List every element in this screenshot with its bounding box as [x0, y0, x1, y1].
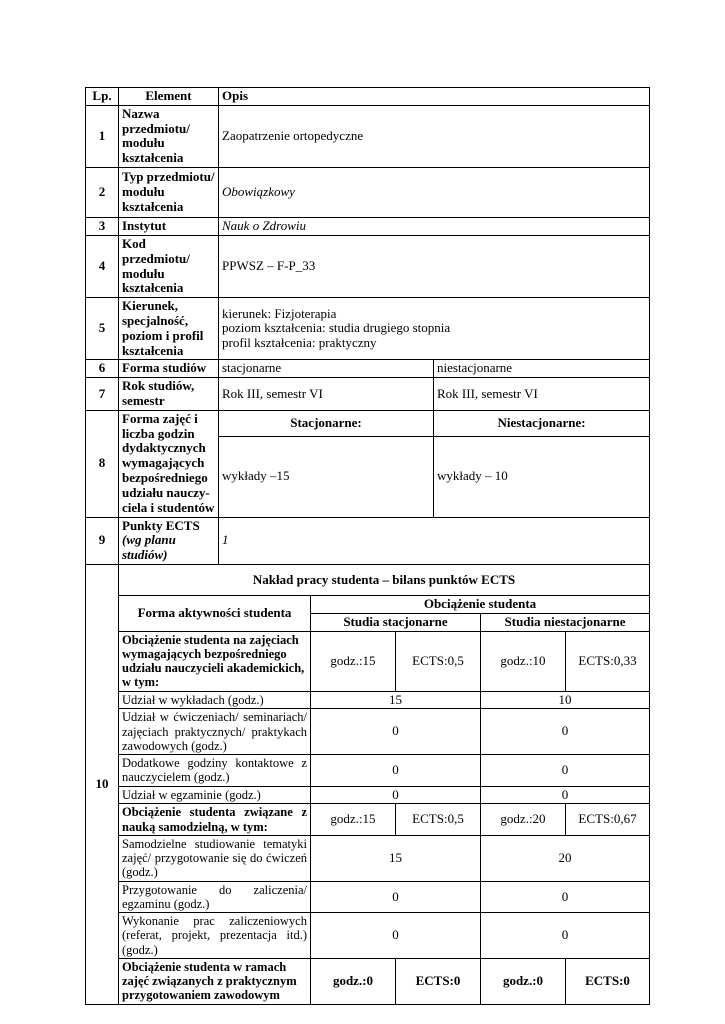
workload-row-4 [86, 786, 650, 804]
workload-row-0-hours-full: godz.:15 [311, 631, 396, 691]
row-10-number: 10 [86, 564, 119, 1004]
row-4 [86, 235, 650, 297]
row-7-label: Rok studiów, semestr [119, 378, 219, 411]
row-1 [86, 105, 650, 167]
workload-row-1-label: Udział w wykładach (godz.) [119, 691, 311, 709]
workload-header-row-1 [86, 595, 650, 613]
row-6-part-time: niestacjonarne [434, 360, 650, 378]
row-2-number: 2 [86, 168, 119, 218]
row-8-label: Forma zajęć i liczba godzin dydaktycznych wymagających bezpośredniego udziału nauczy-ciela i studentów [119, 410, 219, 517]
workload-row-7-label: Przygotowanie do zaliczenia/ egzaminu (godz.) [119, 881, 311, 913]
row-1-label: Nazwa przedmiotu/ modułu kształcenia [119, 105, 219, 167]
row-3-value: Nauk o Zdrowiu [219, 218, 650, 236]
workload-row-5-label: Obciążenie studenta związane z nauką samodzielną, w tym: [119, 804, 311, 836]
workload-row-3-label: Dodatkowe godziny kontaktowe z nauczycielem (godz.) [119, 755, 311, 787]
workload-row-8 [86, 913, 650, 959]
workload-row-5-hours-full: godz.:15 [311, 804, 396, 836]
workload-row-9 [86, 958, 650, 1004]
workload-row-7-full: 0 [311, 881, 481, 913]
row-4-value: PPWSZ – F-P_33 [219, 235, 650, 297]
row-6-label: Forma studiów [119, 360, 219, 378]
workload-row-1-part: 10 [481, 691, 650, 709]
workload-row-9-hours-part: godz.:0 [481, 958, 566, 1004]
workload-row-0-hours-part: godz.:10 [481, 631, 566, 691]
workload-row-7-part: 0 [481, 881, 650, 913]
row-5 [86, 298, 650, 360]
header-row [86, 88, 650, 106]
row-9-label [119, 517, 219, 564]
workload-row-5 [86, 804, 650, 836]
workload-row-5-ects-part: ECTS:0,67 [566, 804, 650, 836]
workload-row-7 [86, 881, 650, 913]
workload-row-2-part: 0 [481, 709, 650, 755]
workload-row-5-ects-full: ECTS:0,5 [396, 804, 481, 836]
workload-row-0-ects-part: ECTS:0,33 [566, 631, 650, 691]
workload-row-5-hours-part: godz.:20 [481, 804, 566, 836]
row-5-line-2: poziom kształcenia: studia drugiego stopnia [222, 320, 451, 336]
workload-row-3-part: 0 [481, 755, 650, 787]
row-3-number: 3 [86, 218, 119, 236]
syllabus-table [85, 87, 650, 1005]
workload-row-8-label: Wykonanie prac zaliczeniowych (referat, projekt, prezentacja itd.) (godz.) [119, 913, 311, 959]
workload-row-0 [86, 631, 650, 691]
row-5-line-1: kierunek: Fizjoterapia [222, 305, 337, 321]
workload-row-2-full: 0 [311, 709, 481, 755]
workload-row-1 [86, 691, 650, 709]
row-7-number: 7 [86, 378, 119, 411]
workload-row-4-label: Udział w egzaminie (godz.) [119, 786, 311, 804]
workload-row-9-ects-part: ECTS:0 [566, 958, 650, 1004]
workload-row-0-ects-full: ECTS:0,5 [396, 631, 481, 691]
workload-title: Nakład pracy studenta – bilans punktów ECTS [119, 564, 650, 595]
row-3-label: Instytut [119, 218, 219, 236]
header-lp: Lp. [86, 88, 119, 106]
workload-row-4-full: 0 [311, 786, 481, 804]
row-8-part-time-value: wykłady – 10 [434, 436, 650, 517]
row-9 [86, 517, 650, 564]
row-5-line-3: profil kształcenia: praktyczny [222, 335, 377, 351]
row-9-value: 1 [219, 517, 650, 564]
workload-col-load: Obciążenie studenta [311, 595, 650, 613]
workload-row-9-label: Obciążenie studenta w ramach zajęć związanych z praktycznym przygotowaniem zawodowym [119, 958, 311, 1004]
workload-row-3-full: 0 [311, 755, 481, 787]
row-1-number: 1 [86, 105, 119, 167]
workload-row-8-full: 0 [311, 913, 481, 959]
row-9-label-sub: (wg planu studiów) [122, 532, 176, 563]
workload-row-1-full: 15 [311, 691, 481, 709]
row-5-value [219, 298, 650, 360]
workload-row-9-ects-full: ECTS:0 [396, 958, 481, 1004]
row-2-value: Obowiązkowy [219, 168, 650, 218]
workload-row-0-label: Obciążenie studenta na zajęciach wymagających bezpośredniego udziału nauczycieli akademickich, w tym: [119, 631, 311, 691]
row-5-number: 5 [86, 298, 119, 360]
row-9-number: 9 [86, 517, 119, 564]
header-element: Element [119, 88, 219, 106]
row-8 [86, 410, 650, 436]
row-8-full-time-value: wykłady –15 [219, 436, 434, 517]
row-5-label: Kierunek, specjalność, poziom i profil kształcenia [119, 298, 219, 360]
row-7 [86, 378, 650, 411]
row-6 [86, 360, 650, 378]
row-1-value: Zaopatrzenie ortopedyczne [219, 105, 650, 167]
workload-row-9-hours-full: godz.:0 [311, 958, 396, 1004]
workload-row-2 [86, 709, 650, 755]
header-opis: Opis [219, 88, 650, 106]
row-2 [86, 168, 650, 218]
row-3 [86, 218, 650, 236]
row-7-full-time: Rok III, semestr VI [219, 378, 434, 411]
row-8-number: 8 [86, 410, 119, 517]
workload-row-6-full: 15 [311, 835, 481, 881]
workload-row-8-part: 0 [481, 913, 650, 959]
workload-row-6-part: 20 [481, 835, 650, 881]
row-9-label-main: Punkty ECTS [122, 517, 200, 533]
row-4-number: 4 [86, 235, 119, 297]
row-8-full-time-header: Stacjonarne: [219, 410, 434, 436]
workload-col-part-time: Studia niestacjonarne [481, 613, 650, 631]
row-4-label: Kod przedmiotu/ modułu kształcenia [119, 235, 219, 297]
row-6-full-time: stacjonarne [219, 360, 434, 378]
row-6-number: 6 [86, 360, 119, 378]
workload-row-3 [86, 755, 650, 787]
workload-row-6 [86, 835, 650, 881]
workload-row-4-part: 0 [481, 786, 650, 804]
row-2-label: Typ przedmiotu/ modułu kształcenia [119, 168, 219, 218]
workload-col-full-time: Studia stacjonarne [311, 613, 481, 631]
workload-row-2-label: Udział w ćwiczeniach/ seminariach/ zajęciach praktycznych/ praktykach zawodowych (godz.) [119, 709, 311, 755]
row-8-part-time-header: Niestacjonarne: [434, 410, 650, 436]
workload-col-activity: Forma aktywności studenta [119, 595, 311, 631]
workload-row-6-label: Samodzielne studiowanie tematyki zajęć/ przygotowanie się do ćwiczeń (godz.) [119, 835, 311, 881]
row-10-title-row [86, 564, 650, 595]
row-7-part-time: Rok III, semestr VI [434, 378, 650, 411]
